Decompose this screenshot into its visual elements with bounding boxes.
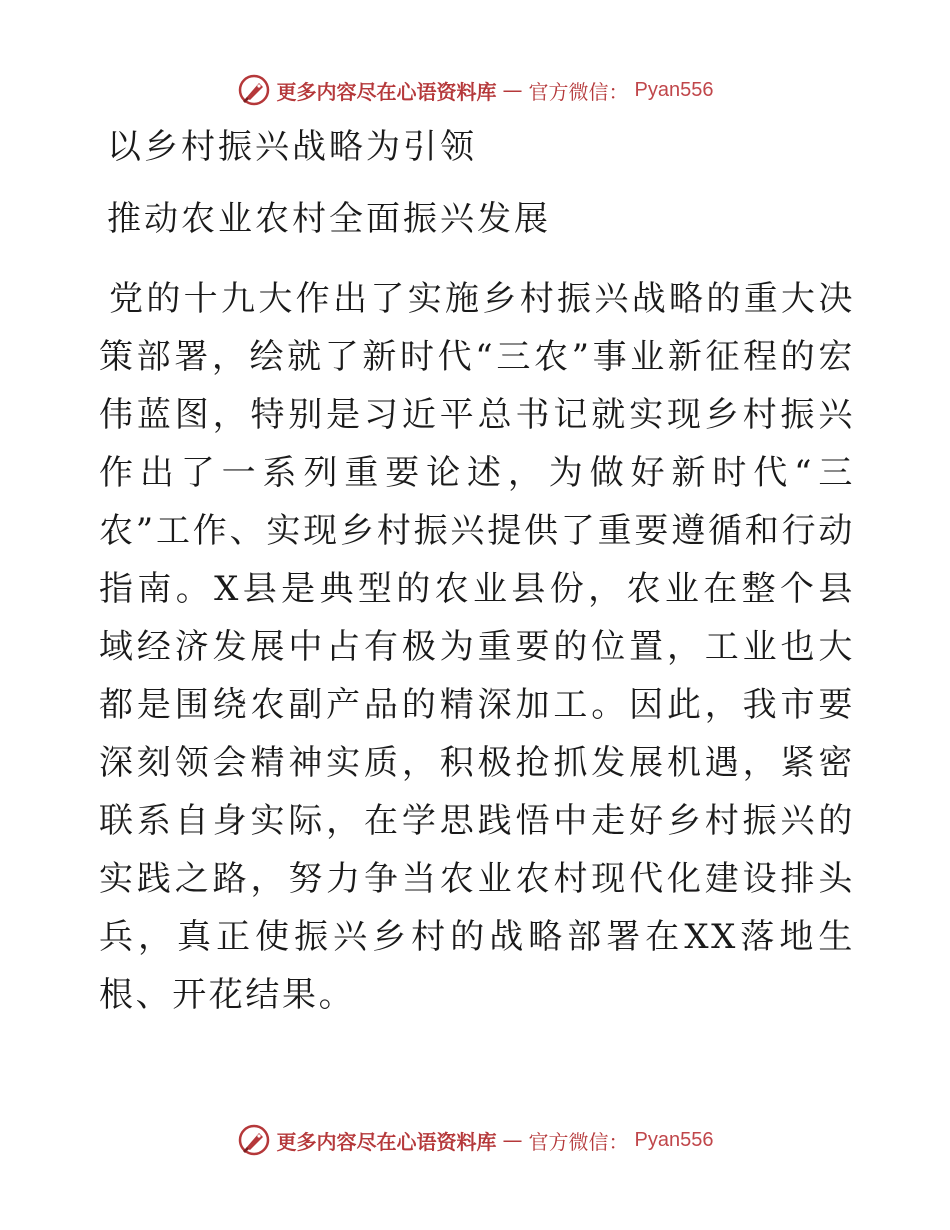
header-watermark-banner: [0, 70, 950, 110]
banner-slogan: 更多内容尽在心语资料库: [276, 1129, 497, 1154]
document-title-line-2: 推动农业农村全面振兴发展: [107, 199, 551, 239]
pen-nib-logo-icon: [237, 1123, 271, 1157]
banner-wechat-label: 官方微信：: [528, 79, 629, 104]
pen-nib-logo-icon: [237, 73, 271, 107]
document-title-line-1: 以乡村振兴战略为引领: [107, 127, 477, 167]
banner-dash: —: [502, 78, 523, 102]
banner-slogan: 更多内容尽在心语资料库: [276, 79, 497, 104]
footer-watermark-banner: [0, 1120, 950, 1160]
document-body-paragraph: 党的十九大作出了实施乡村振兴战略的重大决策部署，绘就了新时代“三农”事业新征程的宏伟蓝图，特别是习近平总书记就实现乡村振兴作出了一系列重要论述，为做好新时代“三农”工作、实现乡村振兴提供了重要遵循和行动指南。X县是典型的农业县份，农业在整个县域经济发展中占有极为重要的位置，工业也大都是围绕农副产品的精深加工。因此，我市要深刻领会精神实质，积极抢抓发展机遇，紧密联系自身实际，在学思践悟中走好乡村振兴的实践之路，努力争当农业农村现代化建设排头兵，真正使振兴乡村的战略部署在XX落地生根、开花结果。: [99, 279, 855, 1015]
banner-wechat-id: Pyan556: [634, 1128, 714, 1151]
banner-wechat-label: 官方微信：: [528, 1129, 629, 1154]
banner-dash: —: [502, 1128, 523, 1152]
banner-wechat-id: Pyan556: [634, 78, 714, 101]
